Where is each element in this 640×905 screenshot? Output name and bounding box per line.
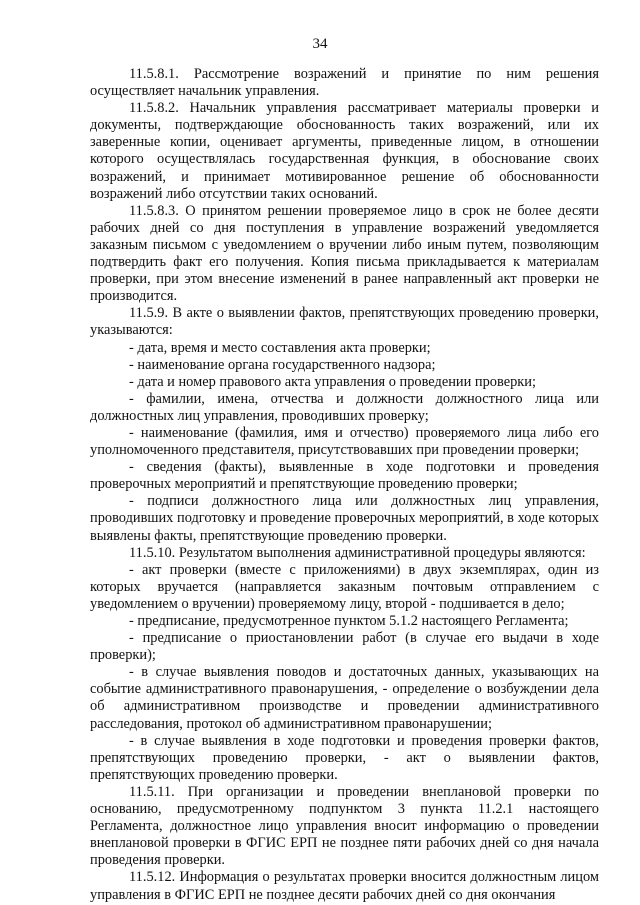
paragraph-11-5-8-3: 11.5.8.3. О принятом решении проверяемое лицо в срок не более десяти рабочих дней со дня поступления в управление возражений уведомляется заказным письмом с уведомлением о вручении либо иным путем, позволяющим подтвердить факт его получения. Копия письма прикладывается к материалам проверки, при этом внесение изменений в ранее направленный акт проверки не производится. <box>90 202 599 305</box>
list-item-order: - предписание, предусмотренное пунктом 5.1.2 настоящего Регламента; <box>129 613 569 629</box>
list-item-facts: - сведения (факты), выявленные в ходе подготовки и проведения проверочных мероприятий и препятствующие проведению проверки; <box>90 459 599 493</box>
paragraph-11-5-10: 11.5.10. Результатом выполнения административной процедуры являются: <box>129 544 586 561</box>
list-item-suspension-order: - предписание о приостановлении работ (в случае его выдачи в ходе проверки); <box>90 630 599 664</box>
paragraph-11-5-8-1: 11.5.8.1. Рассмотрение возражений и принятие по ним решения осуществляет начальник управления. <box>90 66 599 100</box>
paragraph-11-5-12: 11.5.12. Информация о результатах проверки вносится должностным лицом управления в ФГИС ЕРП не позднее десяти рабочих дней со дня окончания <box>90 869 599 903</box>
document-body <box>90 66 599 904</box>
list-item-violation-case: - в случае выявления поводов и достаточных данных, указывающих на событие административного правонарушения, - определение о возбуждении дела об административном производстве и проведении административного расследования, протокол об административном правонарушении; <box>90 664 599 732</box>
list-item-officials: - фамилии, имена, отчества и должности должностного лица или должностных лиц управления, проводивших проверку; <box>90 390 599 424</box>
list-item-legal-act: - дата и номер правового акта управления о проведении проверки; <box>129 373 536 390</box>
list-item-signatures: - подписи должностного лица или должностных лиц управления, проводивших подготовку и проведение проверочных мероприятий, в ходе которых выявлены факты, препятствующие проведению проверки. <box>90 493 599 544</box>
paragraph-11-5-11: 11.5.11. При организации и проведении внеплановой проверки по основанию, предусмотренному подпунктом 3 пункта 11.2.1 настоящего Регламента, должностное лицо управления вносит информацию о проведении внеплановой проверки в ФГИС ЕРП не позднее пяти рабочих дней со дня начала проведения проверки. <box>90 783 599 869</box>
list-item-act-date: - дата, время и место составления акта проверки; <box>129 339 431 356</box>
list-item-authority-name: - наименование органа государственного надзора; <box>129 356 436 373</box>
paragraph-11-5-8-2: 11.5.8.2. Начальник управления рассматривает материалы проверки и документы, подтверждающие обоснованность таких возражений, или их заверенные копии, оценивает аргументы, приведенные лицом, в отношении которого осуществлялась государственная функция, в обоснование своих возражений, и принимает мотивированное решение об обоснованности возражений либо отсутствии таких оснований. <box>90 100 599 202</box>
paragraph-11-5-9: 11.5.9. В акте о выявлении фактов, препятствующих проведению проверки, указываются: <box>90 305 599 339</box>
list-item-obstruction-act: - в случае выявления в ходе подготовки и проведения проверки фактов, препятствующих проведению проверки, - акт о выявлении фактов, препятствующих проведению проверки. <box>90 732 599 783</box>
list-item-inspected-person: - наименование (фамилия, имя и отчество) проверяемого лица либо его уполномоченного представителя, присутствовавших при проведении проверки; <box>90 424 599 459</box>
list-item-inspection-act: - акт проверки (вместе с приложениями) в двух экземплярах, один из которых вручается (направляется заказным почтовым отправлением с уведомлением о вручении) проверяемому лицу, второй - подшивается в дело; <box>90 561 599 612</box>
page-number: 34 <box>312 36 328 52</box>
